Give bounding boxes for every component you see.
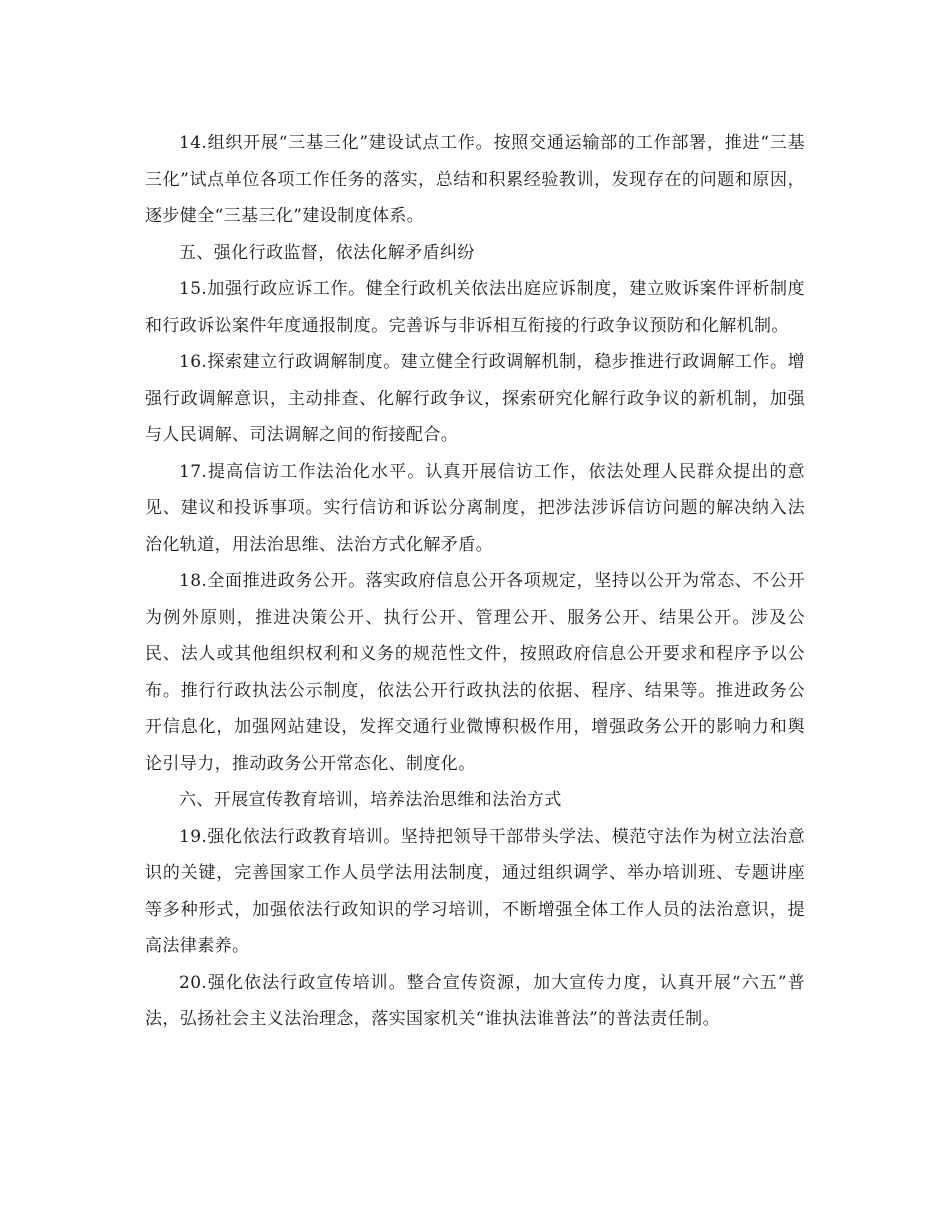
paragraph-item-19: 19.强化依法行政教育培训。坚持把领导干部带头学法、模范守法作为树立法治意识的关键，完善国家工作人员学法用法制度，通过组织调学、举办培训班、专题讲座等多种形式，加强依法行政知识的学习培训，不断增强全体工作人员的法治意识，提高法律素养。: [145, 826, 805, 956]
paragraph-item-17: 17.提高信访工作法治化水平。认真开展信访工作，依法处理人民群众提出的意见、建议和投诉事项。实行信访和诉讼分离制度，把涉法涉诉信访问题的解决纳入法治化轨道，用法治思维、法治方式化解矛盾。: [145, 461, 805, 555]
section-heading-5: 五、强化行政监督，依法化解矛盾纠纷: [179, 242, 475, 263]
paragraph-item-20: 20.强化依法行政宣传培训。整合宣传资源，加大宣传力度，认真开展“六五”普法，弘扬社会主义法治理念，落实国家机关“谁执法谁普法”的普法责任制。: [145, 972, 805, 1029]
document-body: [145, 125, 805, 1038]
paragraph-item-16: 16.探索建立行政调解制度。建立健全行政调解机制，稳步推进行政调解工作。增强行政调解意识，主动排查、化解行政争议，探索研究化解行政争议的新机制，加强与人民调解、司法调解之间的衔接配合。: [145, 352, 805, 445]
paragraph-item-14: 14.组织开展“三基三化”建设试点工作。按照交通运输部的工作部署，推进“三基三化”试点单位各项工作任务的落实，总结和积累经验教训，发现存在的问题和原因，逐步健全“三基三化”建设制度体系。: [145, 133, 805, 226]
section-heading-6: 六、开展宣传教育培训，培养法治思维和法治方式: [179, 790, 562, 810]
paragraph-item-18: 18.全面推进政务公开。落实政府信息公开各项规定，坚持以公开为常态、不公开为例外原则，推进决策公开、执行公开、管理公开、服务公开、结果公开。涉及公民、法人或其他组织权利和义务的规范性文件，按照政府信息公开要求和程序予以公布。推行行政执法公示制度，依法公开行政执法的依据、程序、结果等。推进政务公开信息化，加强网站建设，发挥交通行业微博积极作用，增强政务公开的影响力和舆论引导力，推动政务公开常态化、制度化。: [145, 571, 805, 774]
paragraph-item-15: 15.加强行政应诉工作。健全行政机关依法出庭应诉制度，建立败诉案件评析制度和行政诉讼案件年度通报制度。完善诉与非诉相互衔接的行政争议预防和化解机制。: [145, 279, 805, 336]
